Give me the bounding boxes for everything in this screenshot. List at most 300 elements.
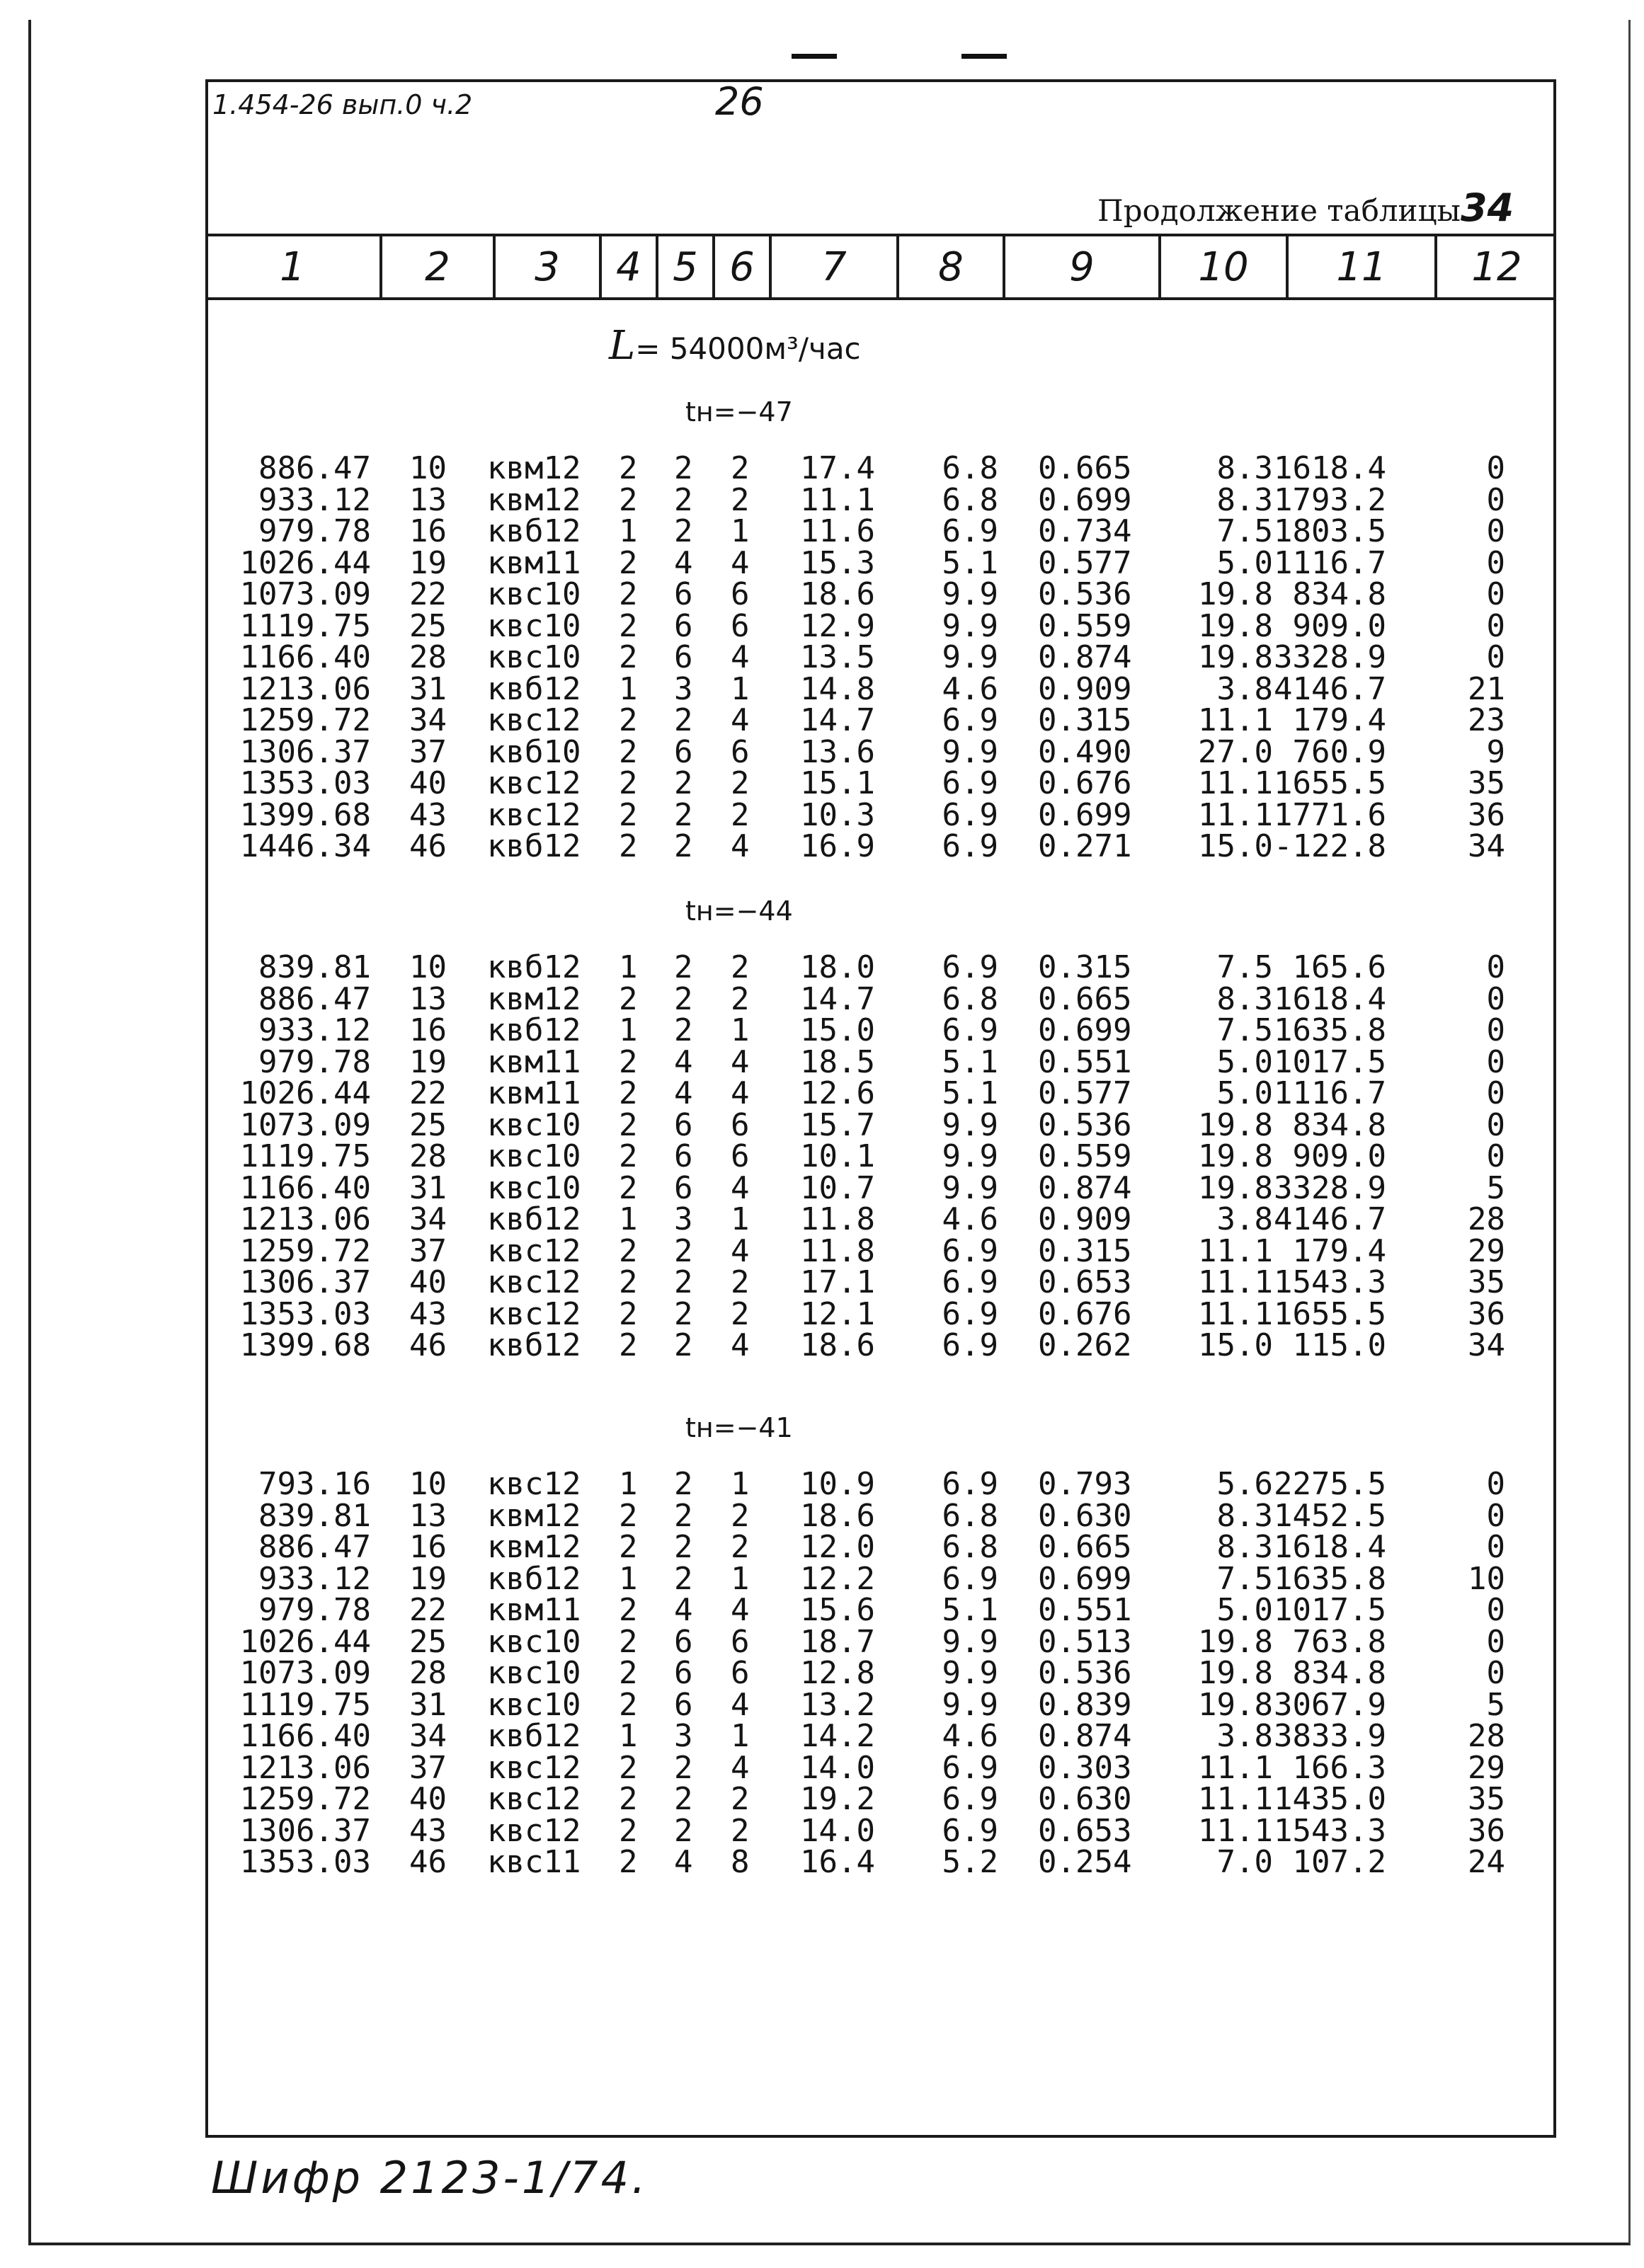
cell-col-11: 1635.8 (1274, 1012, 1386, 1048)
cell-col-9: 0.536 (1038, 576, 1132, 612)
cell-col-10: 7.5 (1216, 949, 1273, 985)
cell-col-3: квб12 (487, 828, 581, 864)
cell-col-5: 2 (674, 1232, 693, 1269)
cell-col-6: 1 (731, 1201, 750, 1237)
cell-col-9: 0.271 (1038, 828, 1132, 864)
table-row (0, 1043, 1644, 1080)
cell-col-3: квс12 (487, 702, 581, 738)
cell-col-10: 3.8 (1216, 670, 1273, 707)
cell-col-8: 6.9 (942, 765, 998, 801)
table-row (0, 450, 1644, 486)
cell-col-6: 4 (731, 1749, 750, 1786)
cell-col-4: 1 (619, 513, 638, 549)
cell-col-2: 40 (409, 1781, 447, 1817)
cell-col-2: 13 (409, 980, 447, 1017)
section-title: tн=−47 (685, 396, 793, 428)
cell-col-12: 0 (1486, 1529, 1505, 1565)
cell-col-4: 2 (619, 1844, 638, 1880)
cell-col-7: 14.0 (800, 1812, 875, 1849)
cell-col-11: 1803.5 (1274, 513, 1386, 549)
cell-col-7: 17.4 (800, 450, 875, 486)
cell-col-12: 0 (1486, 450, 1505, 486)
cell-col-3: квб12 (487, 1560, 581, 1597)
cell-col-8: 6.8 (942, 980, 998, 1017)
cell-col-4: 2 (619, 1232, 638, 1269)
cell-col-6: 1 (731, 1466, 750, 1502)
section-title: tн=−41 (685, 1412, 793, 1443)
cell-col-4: 2 (619, 450, 638, 486)
cell-col-12: 36 (1468, 1295, 1505, 1332)
cell-col-7: 18.6 (800, 1497, 875, 1534)
cell-col-1: 1399.68 (239, 796, 371, 833)
column-header-8: 8 (899, 236, 1005, 297)
cell-col-5: 3 (674, 1201, 693, 1237)
table-row (0, 1169, 1644, 1206)
cell-col-6: 6 (731, 733, 750, 770)
cell-col-6: 4 (731, 1043, 750, 1080)
cell-col-9: 0.874 (1038, 1169, 1132, 1206)
cell-col-7: 10.3 (800, 796, 875, 833)
cell-col-5: 2 (674, 702, 693, 738)
cell-col-12: 0 (1486, 481, 1505, 518)
cell-col-5: 4 (674, 544, 693, 581)
cell-col-10: 5.0 (1216, 544, 1273, 581)
cell-col-8: 9.9 (942, 1169, 998, 1206)
cell-col-6: 4 (731, 1075, 750, 1111)
cell-col-7: 13.6 (800, 733, 875, 770)
cell-col-9: 0.551 (1038, 1592, 1132, 1628)
table-row (0, 607, 1644, 644)
cell-col-2: 43 (409, 1295, 447, 1332)
cell-col-8: 9.9 (942, 1623, 998, 1660)
cell-col-4: 1 (619, 1718, 638, 1754)
cell-col-5: 6 (674, 639, 693, 675)
column-header-10: 10 (1161, 236, 1289, 297)
cell-col-5: 2 (674, 1327, 693, 1363)
cell-col-2: 46 (409, 828, 447, 864)
cell-col-1: 1166.40 (239, 639, 371, 675)
cell-col-11: 760.9 (1292, 733, 1386, 770)
cell-col-5: 2 (674, 1812, 693, 1849)
cell-col-7: 15.7 (800, 1106, 875, 1143)
cell-col-2: 34 (409, 1201, 447, 1237)
cell-col-1: 1026.44 (239, 544, 371, 581)
cell-col-8: 6.9 (942, 1295, 998, 1332)
cell-col-9: 0.665 (1038, 1529, 1132, 1565)
cell-col-12: 0 (1486, 949, 1505, 985)
cell-col-4: 2 (619, 796, 638, 833)
cell-col-1: 1119.75 (239, 1138, 371, 1174)
cell-col-2: 13 (409, 481, 447, 518)
cell-col-9: 0.734 (1038, 513, 1132, 549)
cell-col-9: 0.665 (1038, 980, 1132, 1017)
cell-col-8: 6.9 (942, 1812, 998, 1849)
cell-col-2: 37 (409, 1749, 447, 1786)
cell-col-12: 35 (1468, 1264, 1505, 1300)
cell-col-2: 13 (409, 1497, 447, 1534)
cell-col-5: 2 (674, 513, 693, 549)
cell-col-10: 7.0 (1216, 1844, 1273, 1880)
cell-col-10: 3.8 (1216, 1201, 1273, 1237)
cell-col-1: 1306.37 (239, 733, 371, 770)
cell-col-4: 2 (619, 980, 638, 1017)
cell-col-11: 179.4 (1292, 702, 1386, 738)
cell-col-3: квм12 (487, 481, 581, 518)
cell-col-11: 1635.8 (1274, 1560, 1386, 1597)
section-title: tн=−44 (685, 895, 793, 927)
table-row (0, 1560, 1644, 1597)
cell-col-1: 1213.06 (239, 670, 371, 707)
table-row (0, 513, 1644, 549)
document-reference: 1.454-26 вып.0 ч.2 (212, 89, 473, 120)
cell-col-11: 909.0 (1292, 607, 1386, 644)
cell-col-10: 7.5 (1216, 513, 1273, 549)
table-row (0, 639, 1644, 675)
table-row (0, 828, 1644, 864)
cell-col-6: 4 (731, 828, 750, 864)
cell-col-3: квс12 (487, 1232, 581, 1269)
column-header-3: 3 (496, 236, 602, 297)
flow-value: = 54000м³/час (635, 331, 861, 366)
cell-col-7: 19.2 (800, 1781, 875, 1817)
cell-col-2: 37 (409, 733, 447, 770)
cell-col-10: 8.3 (1216, 481, 1273, 518)
cell-col-7: 15.0 (800, 1012, 875, 1048)
cell-col-10: 11.1 (1198, 1812, 1273, 1849)
cell-col-7: 11.8 (800, 1232, 875, 1269)
continuation-text: Продолжение таблицы (1097, 193, 1461, 228)
cell-col-1: 1306.37 (239, 1264, 371, 1300)
cell-col-10: 11.1 (1198, 1781, 1273, 1817)
cell-col-5: 6 (674, 1655, 693, 1691)
cell-col-12: 34 (1468, 1327, 1505, 1363)
cell-col-6: 6 (731, 1623, 750, 1660)
cell-col-4: 2 (619, 1812, 638, 1849)
cell-col-3: квб12 (487, 1012, 581, 1048)
cell-col-12: 36 (1468, 1812, 1505, 1849)
cell-col-12: 21 (1468, 670, 1505, 707)
cell-col-4: 1 (619, 949, 638, 985)
cell-col-3: квс12 (487, 1295, 581, 1332)
cell-col-7: 14.7 (800, 980, 875, 1017)
cell-col-5: 2 (674, 980, 693, 1017)
cell-col-9: 0.630 (1038, 1781, 1132, 1817)
cell-col-9: 0.490 (1038, 733, 1132, 770)
cell-col-4: 2 (619, 1497, 638, 1534)
cell-col-1: 1073.09 (239, 576, 371, 612)
cell-col-2: 31 (409, 1686, 447, 1723)
cell-col-5: 6 (674, 1169, 693, 1206)
cell-col-7: 12.0 (800, 1529, 875, 1565)
cell-col-8: 9.9 (942, 1106, 998, 1143)
cell-col-5: 2 (674, 1264, 693, 1300)
column-header-2: 2 (382, 236, 496, 297)
cell-col-6: 4 (731, 1327, 750, 1363)
cell-col-5: 2 (674, 796, 693, 833)
cell-col-3: квс10 (487, 1686, 581, 1723)
cell-col-3: квс12 (487, 1781, 581, 1817)
cell-col-3: квм12 (487, 1497, 581, 1534)
cell-col-4: 2 (619, 702, 638, 738)
cell-col-5: 4 (674, 1592, 693, 1628)
cell-col-1: 933.12 (258, 1560, 371, 1597)
cell-col-5: 6 (674, 607, 693, 644)
cell-col-6: 2 (731, 1781, 750, 1817)
cell-col-3: квс10 (487, 607, 581, 644)
cell-col-2: 25 (409, 607, 447, 644)
cell-col-9: 0.839 (1038, 1686, 1132, 1723)
cell-col-6: 1 (731, 1012, 750, 1048)
column-header-9: 9 (1005, 236, 1161, 297)
table-row (0, 1075, 1644, 1111)
cell-col-11: 1017.5 (1274, 1592, 1386, 1628)
cell-col-7: 14.0 (800, 1749, 875, 1786)
cell-col-7: 10.1 (800, 1138, 875, 1174)
cell-col-8: 6.9 (942, 1781, 998, 1817)
cell-col-4: 1 (619, 1466, 638, 1502)
table-row (0, 1466, 1644, 1502)
cell-col-9: 0.665 (1038, 450, 1132, 486)
cell-col-8: 6.9 (942, 796, 998, 833)
cell-col-2: 40 (409, 765, 447, 801)
cell-col-8: 6.8 (942, 481, 998, 518)
cell-col-10: 11.1 (1198, 796, 1273, 833)
cell-col-9: 0.909 (1038, 670, 1132, 707)
cell-col-3: квс10 (487, 1169, 581, 1206)
cell-col-3: квс10 (487, 576, 581, 612)
table-number: 34 (1460, 185, 1514, 230)
cell-col-4: 2 (619, 1138, 638, 1174)
cell-col-6: 4 (731, 1169, 750, 1206)
cell-col-5: 2 (674, 1466, 693, 1502)
cell-col-7: 18.6 (800, 1327, 875, 1363)
cell-col-6: 8 (731, 1844, 750, 1880)
cell-col-8: 9.9 (942, 1138, 998, 1174)
cell-col-12: 0 (1486, 576, 1505, 612)
cell-col-1: 839.81 (258, 1497, 371, 1534)
cell-col-3: квс10 (487, 1106, 581, 1143)
cell-col-11: 834.8 (1292, 576, 1386, 612)
cell-col-6: 1 (731, 513, 750, 549)
cell-col-3: квб12 (487, 1201, 581, 1237)
cell-col-9: 0.315 (1038, 949, 1132, 985)
cell-col-4: 2 (619, 1075, 638, 1111)
cell-col-6: 4 (731, 702, 750, 738)
cell-col-1: 1026.44 (239, 1075, 371, 1111)
table-row (0, 1781, 1644, 1817)
cell-col-7: 18.0 (800, 949, 875, 985)
cell-col-3: квб12 (487, 670, 581, 707)
cell-col-7: 18.7 (800, 1623, 875, 1660)
cell-col-7: 11.6 (800, 513, 875, 549)
cell-col-11: -122.8 (1274, 828, 1386, 864)
column-header-5: 5 (658, 236, 715, 297)
cell-col-4: 2 (619, 1592, 638, 1628)
cell-col-12: 0 (1486, 607, 1505, 644)
cell-col-2: 28 (409, 639, 447, 675)
cell-col-7: 14.7 (800, 702, 875, 738)
cell-col-4: 2 (619, 1327, 638, 1363)
cell-col-8: 5.1 (942, 544, 998, 581)
cell-col-1: 1259.72 (239, 1781, 371, 1817)
cell-col-2: 40 (409, 1264, 447, 1300)
cell-col-9: 0.699 (1038, 481, 1132, 518)
cell-col-4: 2 (619, 1623, 638, 1660)
cell-col-12: 34 (1468, 828, 1505, 864)
cell-col-1: 933.12 (258, 481, 371, 518)
cell-col-10: 19.8 (1198, 1169, 1273, 1206)
cell-col-12: 0 (1486, 1012, 1505, 1048)
cell-col-11: 1017.5 (1274, 1043, 1386, 1080)
cell-col-4: 2 (619, 828, 638, 864)
cell-col-10: 11.1 (1198, 1295, 1273, 1332)
cell-col-11: 115.0 (1292, 1327, 1386, 1363)
cell-col-12: 0 (1486, 544, 1505, 581)
cell-col-9: 0.536 (1038, 1106, 1132, 1143)
cell-col-6: 6 (731, 1138, 750, 1174)
cell-col-2: 25 (409, 1106, 447, 1143)
table-row (0, 980, 1644, 1017)
cell-col-5: 6 (674, 1138, 693, 1174)
cell-col-1: 1119.75 (239, 607, 371, 644)
cell-col-7: 15.1 (800, 765, 875, 801)
cell-col-3: квм12 (487, 450, 581, 486)
cell-col-8: 6.9 (942, 1466, 998, 1502)
cell-col-8: 5.1 (942, 1592, 998, 1628)
cell-col-7: 11.1 (800, 481, 875, 518)
cell-col-5: 4 (674, 1844, 693, 1880)
cell-col-5: 2 (674, 765, 693, 801)
cell-col-7: 12.8 (800, 1655, 875, 1691)
cell-col-8: 9.9 (942, 639, 998, 675)
cell-col-3: квм12 (487, 1529, 581, 1565)
cell-col-12: 5 (1486, 1686, 1505, 1723)
cell-col-4: 1 (619, 1201, 638, 1237)
cell-col-6: 6 (731, 607, 750, 644)
cell-col-12: 0 (1486, 1497, 1505, 1534)
cell-col-9: 0.303 (1038, 1749, 1132, 1786)
cell-col-3: квм11 (487, 544, 581, 581)
cell-col-11: 763.8 (1292, 1623, 1386, 1660)
cell-col-12: 28 (1468, 1718, 1505, 1754)
cell-col-12: 0 (1486, 1655, 1505, 1691)
cell-col-1: 1119.75 (239, 1686, 371, 1723)
cell-col-7: 16.4 (800, 1844, 875, 1880)
cell-col-6: 1 (731, 1718, 750, 1754)
cell-col-12: 0 (1486, 1138, 1505, 1174)
cell-col-4: 2 (619, 1295, 638, 1332)
cell-col-8: 6.9 (942, 702, 998, 738)
cell-col-2: 31 (409, 1169, 447, 1206)
cell-col-7: 18.6 (800, 576, 875, 612)
cell-col-1: 979.78 (258, 1043, 371, 1080)
cell-col-6: 2 (731, 980, 750, 1017)
cell-col-11: 4146.7 (1274, 670, 1386, 707)
flow-symbol: L (609, 323, 636, 369)
cell-col-10: 27.0 (1198, 733, 1273, 770)
cell-col-4: 1 (619, 1012, 638, 1048)
cell-col-4: 2 (619, 1781, 638, 1817)
cell-col-7: 18.5 (800, 1043, 875, 1080)
table-caption (1097, 185, 1514, 230)
cell-col-1: 1353.03 (239, 1295, 371, 1332)
cell-col-10: 7.5 (1216, 1012, 1273, 1048)
table-row (0, 1327, 1644, 1363)
cell-col-5: 2 (674, 1781, 693, 1817)
cell-col-2: 37 (409, 1232, 447, 1269)
cell-col-1: 886.47 (258, 1529, 371, 1565)
cell-col-11: 1543.3 (1274, 1264, 1386, 1300)
table-row (0, 1623, 1644, 1660)
cell-col-9: 0.577 (1038, 1075, 1132, 1111)
cell-col-11: 165.6 (1292, 949, 1386, 985)
cell-col-1: 1026.44 (239, 1623, 371, 1660)
table-row (0, 1592, 1644, 1628)
cell-col-9: 0.909 (1038, 1201, 1132, 1237)
cell-col-10: 15.0 (1198, 1327, 1273, 1363)
cell-col-9: 0.536 (1038, 1655, 1132, 1691)
cell-col-8: 4.6 (942, 670, 998, 707)
cell-col-1: 886.47 (258, 980, 371, 1017)
top-dash-right (961, 54, 1007, 59)
cell-col-12: 0 (1486, 980, 1505, 1017)
cell-col-8: 9.9 (942, 607, 998, 644)
table-row (0, 670, 1644, 707)
cell-col-2: 22 (409, 1075, 447, 1111)
cell-col-12: 5 (1486, 1169, 1505, 1206)
cell-col-9: 0.699 (1038, 1012, 1132, 1048)
cell-col-6: 4 (731, 1592, 750, 1628)
cell-col-7: 15.6 (800, 1592, 875, 1628)
cell-col-6: 4 (731, 639, 750, 675)
cell-col-1: 793.16 (258, 1466, 371, 1502)
cell-col-10: 15.0 (1198, 828, 1273, 864)
cipher-footer: Шифр 2123-1/74. (211, 2152, 649, 2204)
cell-col-11: 1116.7 (1274, 1075, 1386, 1111)
cell-col-1: 1353.03 (239, 1844, 371, 1880)
table-row (0, 1655, 1644, 1691)
cell-col-5: 4 (674, 1043, 693, 1080)
cell-col-2: 10 (409, 450, 447, 486)
cell-col-10: 11.1 (1198, 765, 1273, 801)
cell-col-8: 6.8 (942, 1529, 998, 1565)
cell-col-10: 8.3 (1216, 980, 1273, 1017)
cell-col-11: 1116.7 (1274, 544, 1386, 581)
cell-col-1: 979.78 (258, 513, 371, 549)
cell-col-8: 6.9 (942, 949, 998, 985)
cell-col-9: 0.315 (1038, 1232, 1132, 1269)
column-header-row (205, 234, 1556, 300)
cell-col-3: квб12 (487, 1718, 581, 1754)
cell-col-8: 6.9 (942, 1012, 998, 1048)
cell-col-5: 6 (674, 1623, 693, 1660)
cell-col-8: 6.9 (942, 1232, 998, 1269)
cell-col-10: 11.1 (1198, 1264, 1273, 1300)
cell-col-11: 1452.5 (1274, 1497, 1386, 1534)
cell-col-6: 2 (731, 949, 750, 985)
cell-col-10: 19.8 (1198, 1138, 1273, 1174)
cell-col-8: 9.9 (942, 1655, 998, 1691)
cell-col-12: 0 (1486, 1075, 1505, 1111)
table-row (0, 949, 1644, 985)
cell-col-1: 1306.37 (239, 1812, 371, 1849)
table-row (0, 576, 1644, 612)
cell-col-2: 16 (409, 1529, 447, 1565)
table-row (0, 1718, 1644, 1754)
cell-col-10: 19.8 (1198, 1623, 1273, 1660)
cell-col-3: квс12 (487, 1466, 581, 1502)
cell-col-4: 2 (619, 1106, 638, 1143)
